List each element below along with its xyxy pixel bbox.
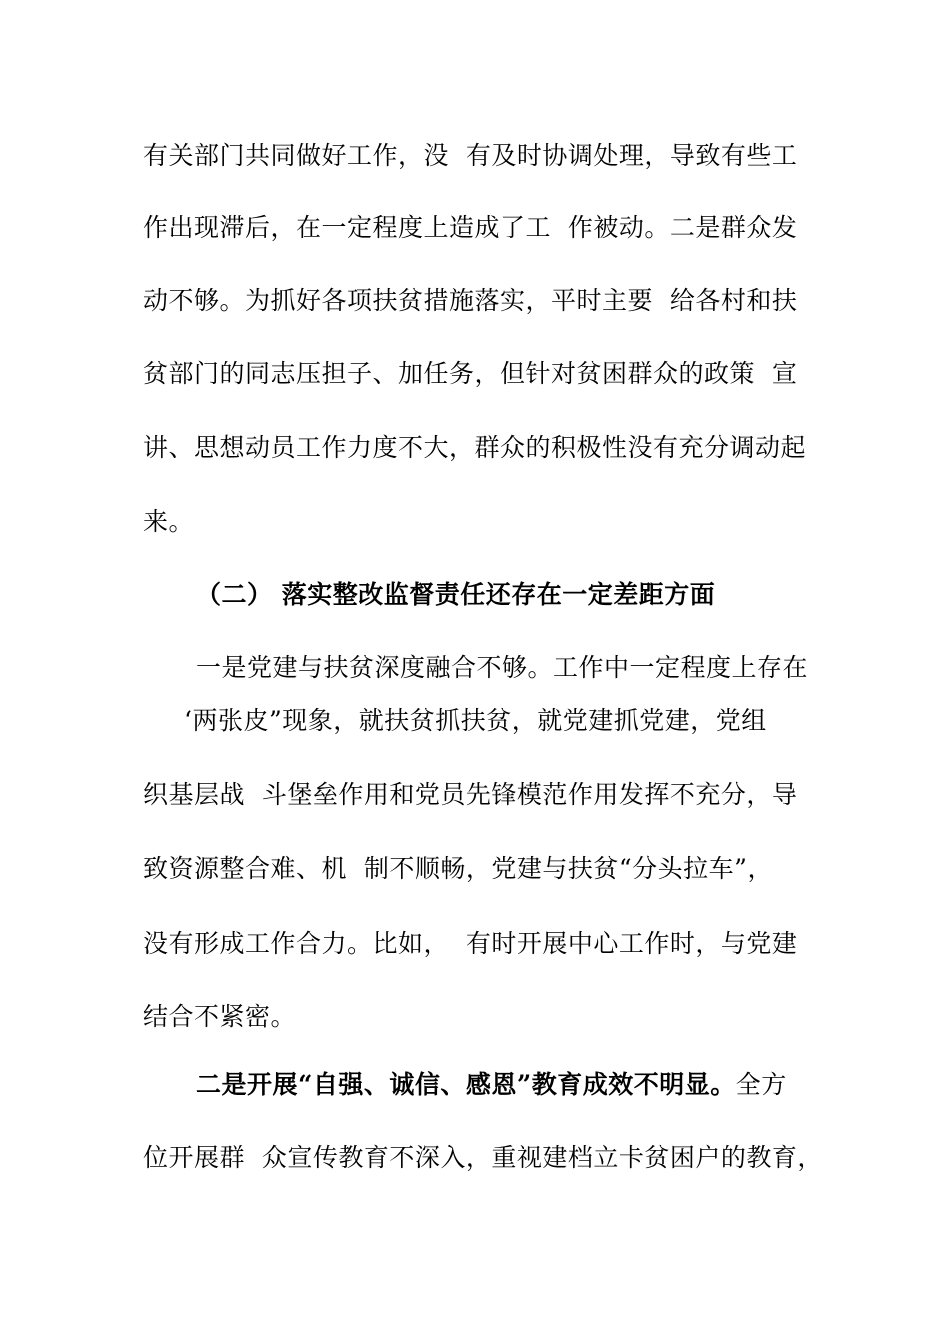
paragraph-2-line-2: ‘两张皮”现象，就扶贫抓扶贫，就党建抓党建，党组: [184, 706, 767, 735]
paragraph-3-line-1-rest: 全方: [735, 1070, 787, 1099]
paragraph-3-bold-lead: 二是开展“自强、诚信、感恩”教育成效不明显。: [196, 1070, 736, 1099]
section-heading: （二） 落实整改监督责任还存在一定差距方面: [196, 580, 716, 609]
paragraph-3-line-1: [196, 1070, 787, 1100]
paragraph-2-line-5: 没有形成工作合力。比如， 有时开展中心工作时，与党建: [143, 929, 798, 958]
paragraph-2-line-4: 致资源整合难、机 制不顺畅，党建与扶贫“分头拉车”，: [143, 854, 773, 883]
paragraph-1-line-5: 讲、思想动员工作力度不大，群众的积极性没有充分调动起: [143, 433, 807, 462]
paragraph-1-line-1: 有关部门共同做好工作，没 有及时协调处理，导致有些工: [143, 141, 798, 170]
paragraph-1-line-6: 来。: [143, 507, 195, 536]
paragraph-2-line-6: 结合不紧密。: [143, 1002, 297, 1031]
paragraph-3-line-2: 位开展群 众宣传教育不深入，重视建档立卡贫困户的教育，: [143, 1143, 823, 1172]
paragraph-1-line-2: 作出现滞后，在一定程度上造成了工 作被动。二是群众发: [143, 213, 798, 242]
paragraph-1-line-4: 贫部门的同志压担子、加任务，但针对贫困群众的政策 宣: [143, 359, 798, 388]
paragraph-1-line-3: 动不够。为抓好各项扶贫措施落实，平时主要 给各村和扶: [143, 286, 798, 315]
paragraph-2-line-1: 一是党建与扶贫深度融合不够。工作中一定程度上存在: [196, 653, 809, 682]
paragraph-2-line-3: 织基层战 斗堡垒作用和党员先锋模范作用发挥不充分，导: [143, 780, 798, 809]
